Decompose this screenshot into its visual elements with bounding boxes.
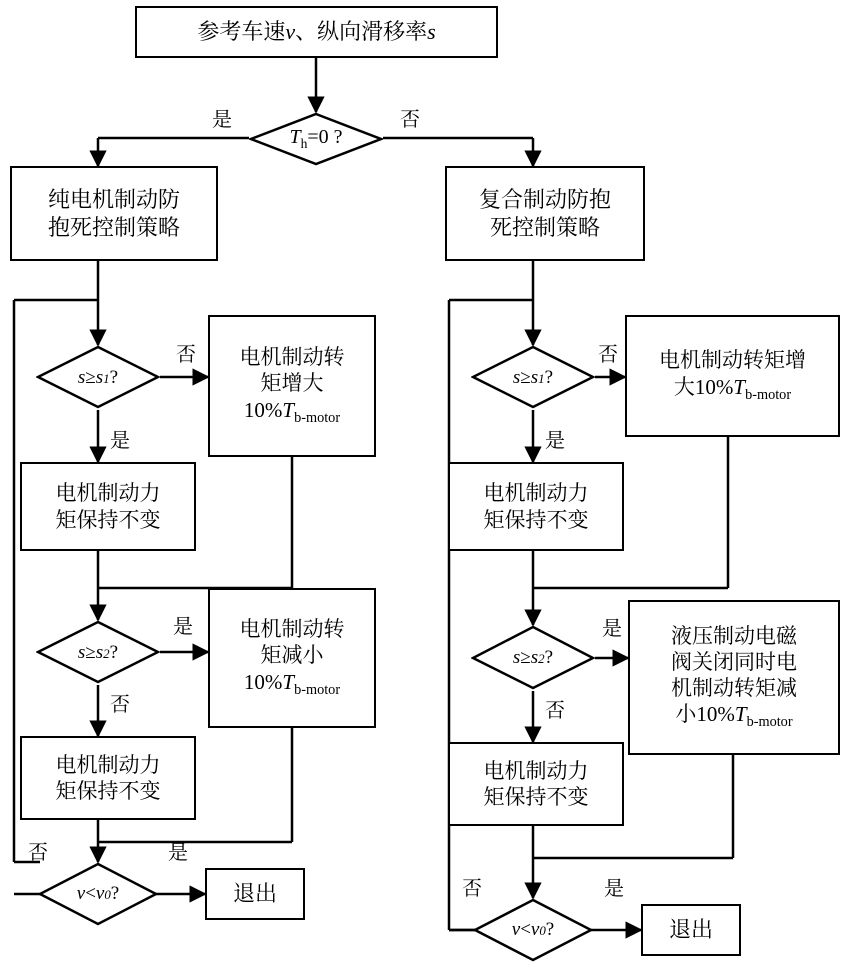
right-d3-no-label: 否 xyxy=(462,878,482,900)
right-decision-s2 xyxy=(471,625,595,691)
left-exit-label: 退出 xyxy=(232,881,277,907)
left-strategy-label: 纯电机制动防 抱死控制策略 xyxy=(47,187,180,240)
right-exit-label: 退出 xyxy=(668,917,713,943)
left-strategy-box xyxy=(10,166,218,261)
left-d2-no-label: 否 xyxy=(110,694,130,716)
right-d1-yes-label: 是 xyxy=(545,430,565,452)
right-action-valve-close-decrease-torque xyxy=(628,600,840,755)
right-action-valve-close-decrease-torque-label: 液压制动电磁 阀关闭同时电 机制动转矩减 小$10\%T_{b-motor}$ xyxy=(671,623,797,731)
left-decision-s1 xyxy=(36,345,160,410)
left-decision-s2 xyxy=(36,620,160,685)
left-d2-yes-label: 是 xyxy=(173,616,193,638)
right-decision-speed xyxy=(473,898,593,962)
left-action-increase-torque-label: 电机制动转 矩增大 $10\%T_{b-motor}$ xyxy=(239,345,345,426)
left-d3-yes-label: 是 xyxy=(168,842,188,864)
left-action-hold-torque-1 xyxy=(20,462,196,551)
right-strategy-label: 复合制动防抱 死控制策略 xyxy=(478,187,611,240)
right-action-increase-torque-label: 电机制动转矩增 大$10\%T_{b-motor}$ xyxy=(659,348,806,403)
right-d2-no-label: 否 xyxy=(545,700,565,722)
right-strategy-box xyxy=(445,166,645,261)
right-decision-speed-label: v<v0? xyxy=(511,919,555,940)
decision-th-zero xyxy=(249,112,383,166)
left-d1-no-label: 否 xyxy=(176,344,196,366)
left-action-hold-torque-2-label: 电机制动力 矩保持不变 xyxy=(55,752,161,803)
left-decision-s1-label: s≥s1? xyxy=(77,366,119,388)
right-decision-s2-label: s≥s2? xyxy=(512,647,554,668)
left-decision-s2-label: s≥s2? xyxy=(77,641,119,663)
decision-th-zero-label: $T_h=0$ ? xyxy=(289,126,343,151)
right-decision-s1-label: s≥s1? xyxy=(512,366,554,388)
label-th-yes: 是 xyxy=(212,109,232,131)
right-d3-yes-label: 是 xyxy=(604,878,624,900)
label-th-no: 否 xyxy=(400,109,420,131)
left-d3-no-label: 否 xyxy=(28,842,48,864)
left-action-hold-torque-2 xyxy=(20,736,196,820)
left-decision-speed-label: v<v0? xyxy=(76,883,120,904)
start-node-label: 参考车速v、纵向滑移率s xyxy=(197,19,436,45)
left-action-decrease-torque-label: 电机制动转 矩减小 $10\%T_{b-motor}$ xyxy=(239,617,345,698)
left-action-decrease-torque xyxy=(208,588,376,728)
left-d1-yes-label: 是 xyxy=(110,430,130,452)
right-action-hold-torque-2 xyxy=(448,742,624,826)
right-decision-s1 xyxy=(471,345,595,410)
right-action-hold-torque-1-label: 电机制动力 矩保持不变 xyxy=(483,481,589,532)
left-exit-node xyxy=(205,868,305,920)
right-action-increase-torque xyxy=(625,315,840,437)
right-action-hold-torque-1 xyxy=(448,462,624,551)
right-d2-yes-label: 是 xyxy=(602,618,622,640)
start-node xyxy=(135,6,498,58)
right-d1-no-label: 否 xyxy=(598,344,618,366)
right-exit-node xyxy=(641,904,741,956)
left-action-increase-torque xyxy=(208,315,376,457)
right-action-hold-torque-2-label: 电机制动力 矩保持不变 xyxy=(483,758,589,809)
left-decision-speed xyxy=(38,862,158,926)
left-action-hold-torque-1-label: 电机制动力 矩保持不变 xyxy=(55,481,161,532)
